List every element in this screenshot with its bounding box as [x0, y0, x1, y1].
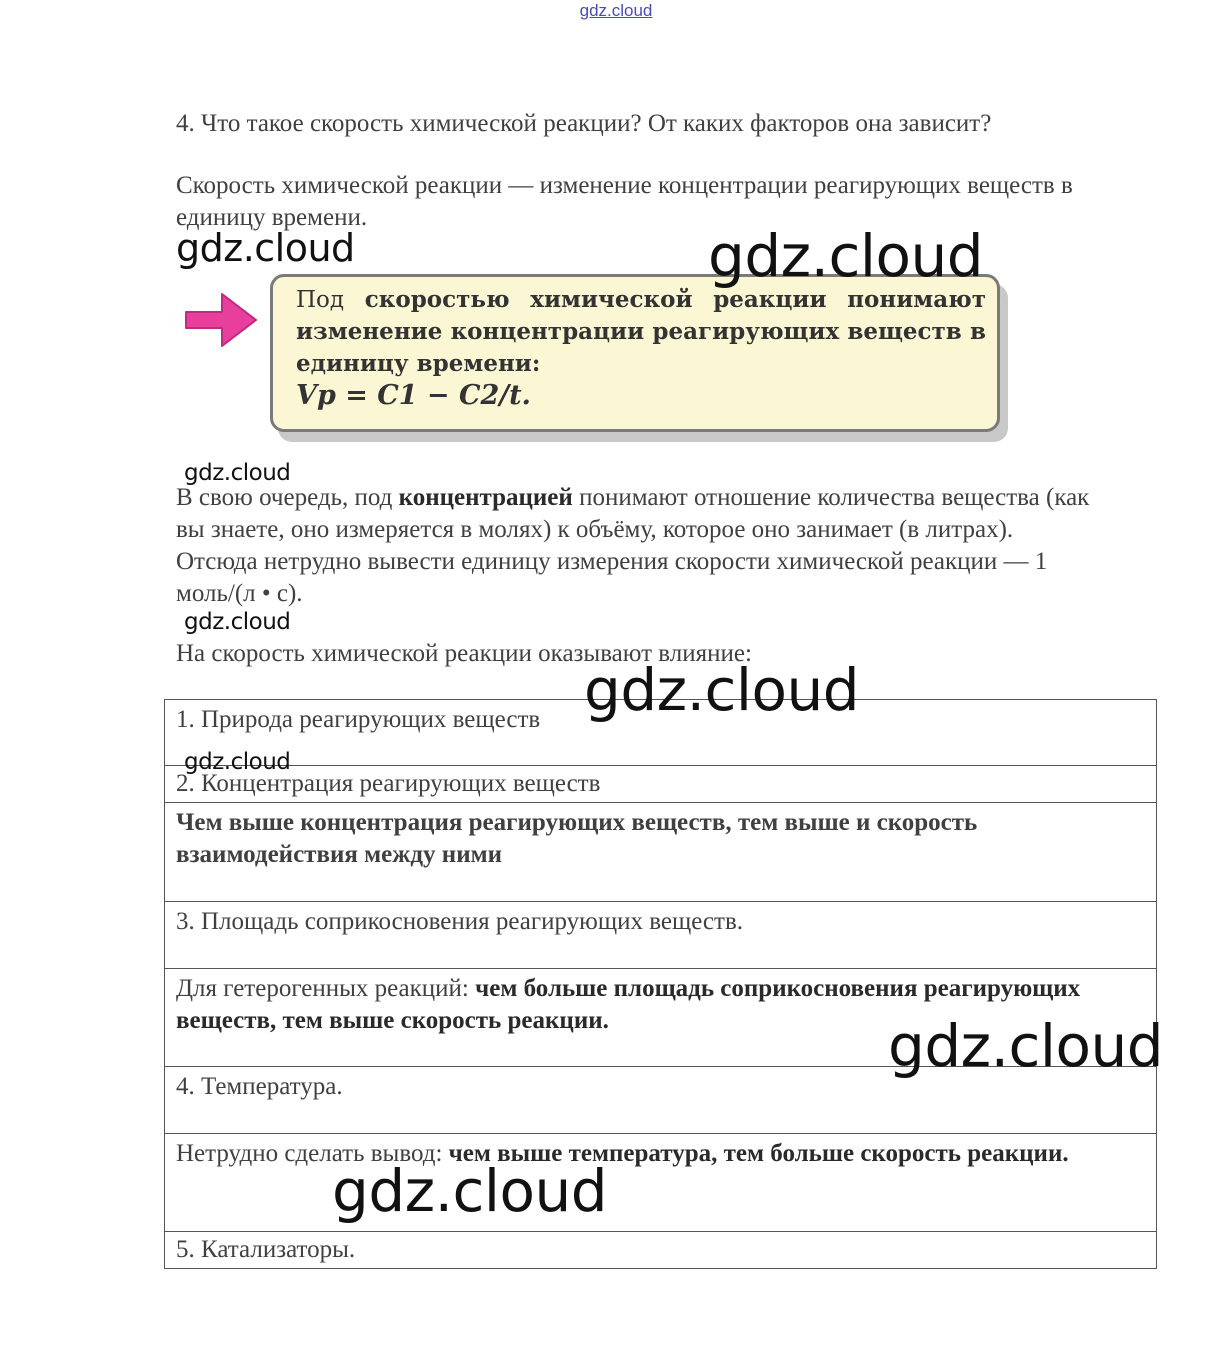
- factor-4-note: [165, 1134, 1157, 1232]
- factor-4: 4. Температура.: [165, 1067, 1157, 1134]
- table-row: [165, 803, 1157, 902]
- watermark: gdz.cloud: [888, 1012, 1164, 1080]
- factor-5: 5. Катализаторы.: [165, 1232, 1157, 1269]
- watermark: gdz.cloud: [176, 226, 355, 270]
- concentration-paragraph: [176, 482, 1101, 610]
- site-link[interactable]: gdz.cloud: [579, 1, 653, 20]
- box-prefix: Под: [296, 287, 345, 313]
- concentration-term: концентрацией: [398, 484, 573, 511]
- concentration-after: понимают отношение количества вещества (как вы знаете, оно измеряется в молях) к объёму, которое оно занимает (в литрах). Отсюда нетрудно вывести единицу измерения скорости химической реакции — 1 моль/(л • с).: [176, 484, 1090, 607]
- factor-4-note-bold: чем выше температура, тем больше скорость реакции.: [448, 1140, 1069, 1167]
- factor-4-note-prefix: Нетрудно сделать вывод:: [176, 1140, 443, 1167]
- table-row: [165, 1134, 1157, 1232]
- question-title: 4. Что такое скорость химической реакции? От каких факторов она зависит?: [176, 110, 992, 137]
- factor-3-note-prefix: Для гетерогенных реакций:: [176, 975, 469, 1002]
- factors-table: [164, 699, 1157, 1269]
- box-rest: понимают изменение концентрации реагирующих веществ в единицу времени:: [296, 286, 986, 377]
- factor-1: 1. Природа реагирующих веществ: [165, 700, 1157, 766]
- watermark: gdz.cloud: [184, 749, 291, 775]
- factor-2: 2. Концентрация реагирующих веществ: [165, 766, 1157, 803]
- watermark: gdz.cloud: [184, 609, 291, 635]
- table-row: [165, 1232, 1157, 1269]
- influence-intro: На скорость химической реакции оказывают влияние:: [176, 640, 752, 667]
- pink-arrow-icon: [182, 288, 260, 352]
- table-row: [165, 766, 1157, 803]
- watermark: gdz.cloud: [184, 460, 291, 486]
- watermark: gdz.cloud: [584, 656, 860, 724]
- textbook-definition-text: [296, 284, 986, 413]
- concentration-before: В свою очередь, под: [176, 484, 393, 511]
- factor-3: 3. Площадь соприкосновения реагирующих веществ.: [165, 902, 1157, 969]
- watermark: gdz.cloud: [332, 1157, 608, 1225]
- factor-3-note-bold: чем больше площадь соприкосновения реагирующих веществ, тем выше скорость реакции.: [176, 975, 1081, 1034]
- watermark: gdz.cloud: [708, 222, 984, 290]
- rate-formula: Vp = C1 − C2/t.: [296, 380, 531, 411]
- factor-2-note: Чем выше концентрация реагирующих веществ, тем выше и скорость взаимодействия между ними: [165, 803, 1157, 902]
- definition-text: Скорость химической реакции — изменение концентрации реагирующих веществ в единицу времени.: [176, 172, 1073, 231]
- table-row: [165, 902, 1157, 969]
- box-term: скоростью химической реакции: [364, 286, 827, 313]
